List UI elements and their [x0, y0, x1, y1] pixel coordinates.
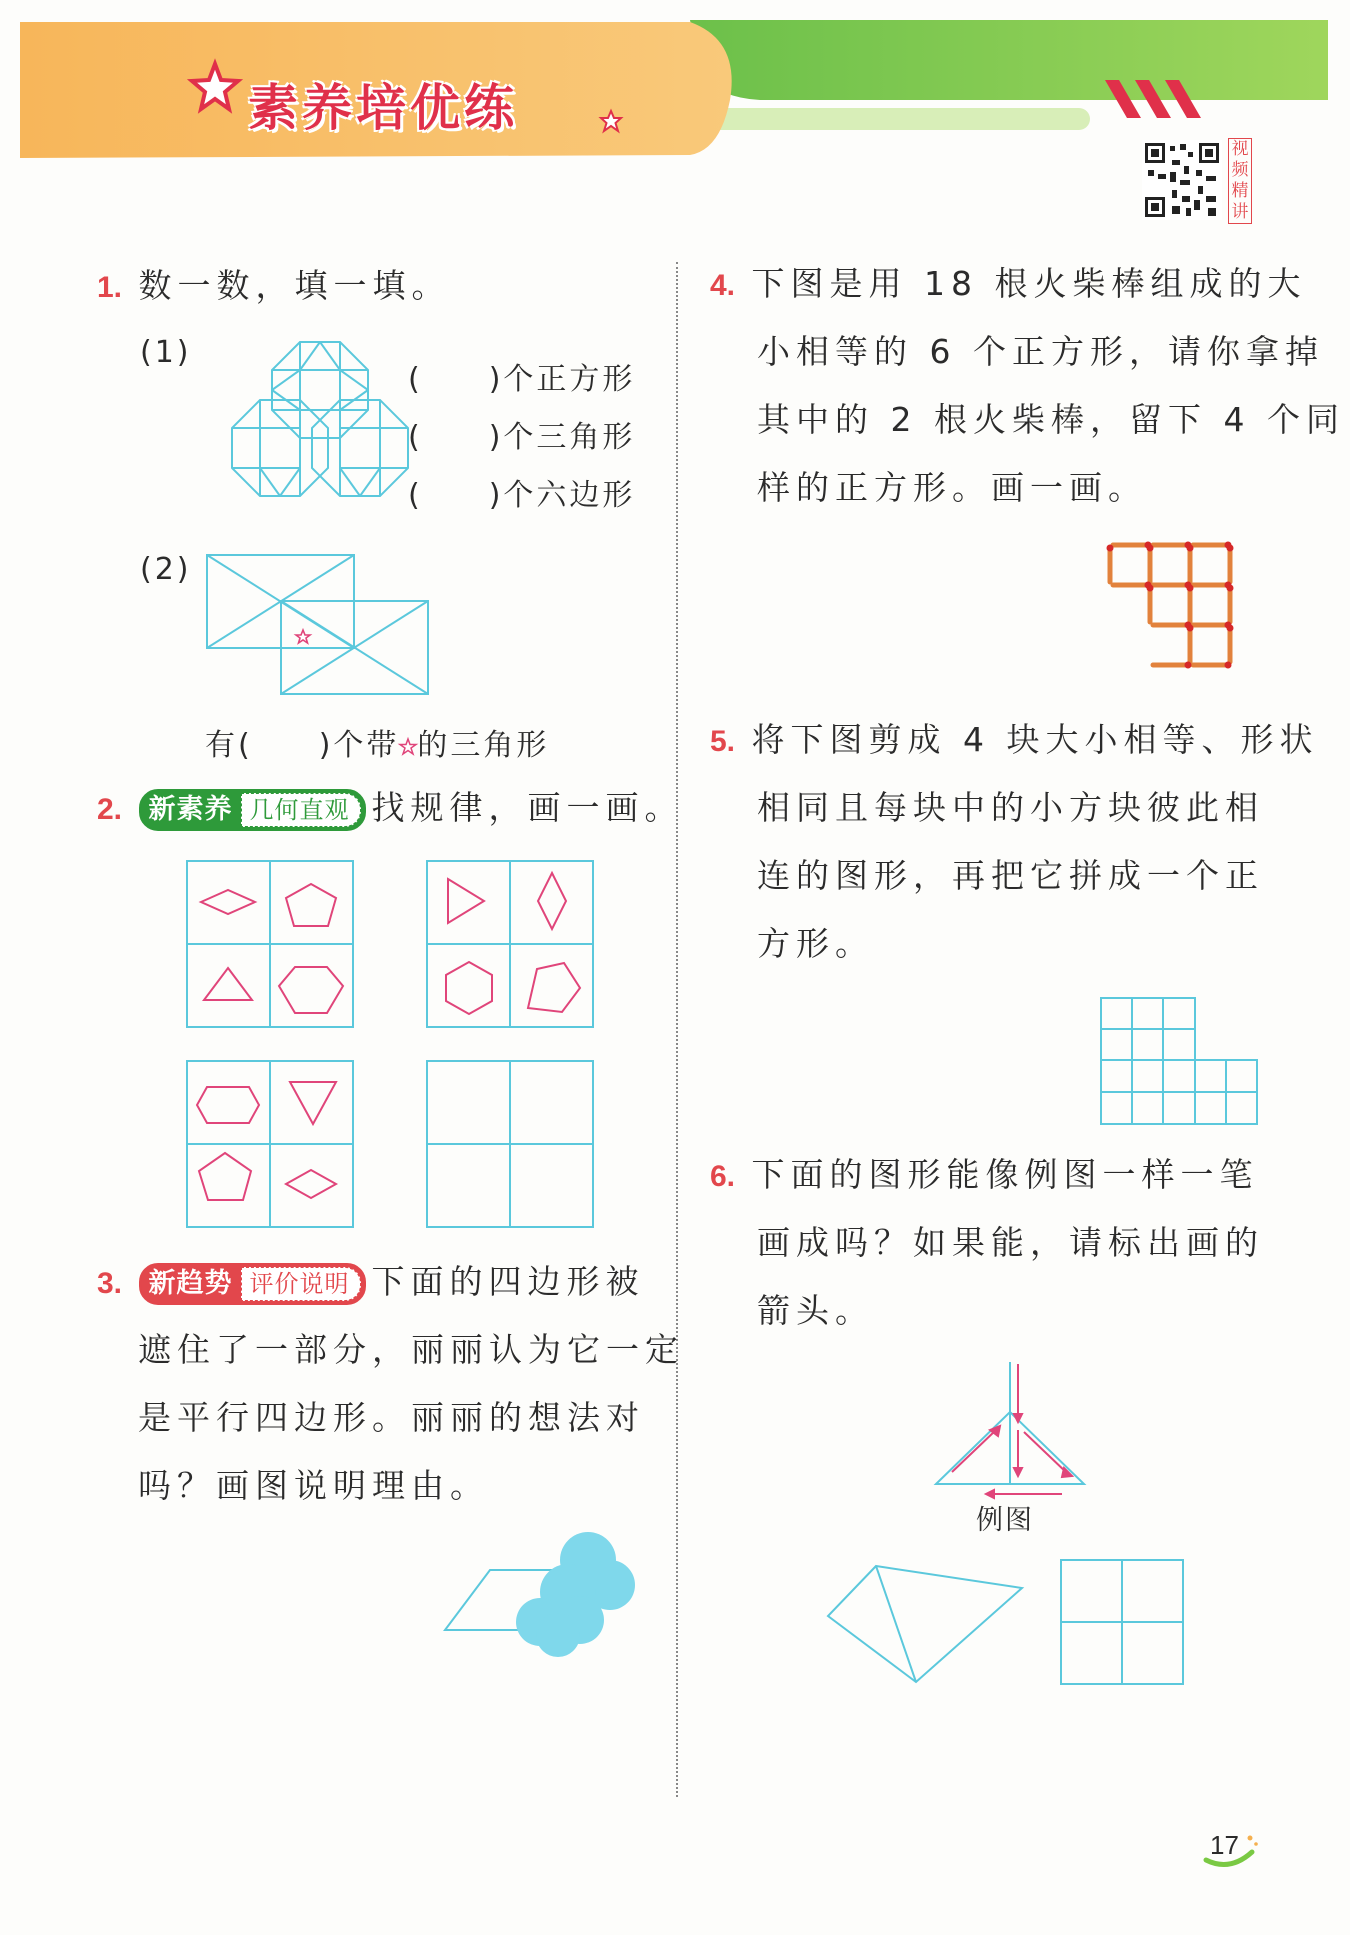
q4-line-4: 样的正方形。画一画。: [757, 468, 1147, 507]
q6-line-1: 下面的图形能像例图一样一笔: [751, 1155, 1259, 1194]
q1-blank-squares[interactable]: ( )个正方形: [408, 362, 636, 397]
q5-line-3: 连的图形，再把它拼成一个正: [757, 856, 1264, 895]
pink-star-icon: [399, 738, 417, 756]
q5-number: 5.: [710, 725, 736, 758]
cloud-cover: [516, 1532, 635, 1657]
q3-number: 3.: [97, 1267, 123, 1300]
q6-line-3: 箭头。: [757, 1291, 874, 1330]
q3-line-2: 遮住了一部分，丽丽认为它一定: [138, 1330, 684, 1369]
q3-heading: [97, 1262, 645, 1305]
q5-line-2: 相同且每块中的小方块彼此相: [757, 788, 1264, 827]
pattern-grids: [186, 860, 596, 1230]
q2-heading: [97, 788, 684, 831]
qr-label: 视频精讲: [1228, 138, 1252, 224]
page-number: [1200, 1830, 1260, 1870]
qr-code[interactable]: [1142, 140, 1222, 220]
cut-grid-figure: [1100, 997, 1260, 1125]
example-label: 例图: [976, 1505, 1034, 1536]
q3-badge-sub: 评价说明: [241, 1267, 361, 1301]
q2-badge-sub: 几何直观: [241, 793, 361, 827]
q1-number: 1.: [97, 271, 123, 304]
q1-part2-text-before[interactable]: 有( )个带: [205, 728, 400, 763]
q5-heading: [710, 720, 1319, 762]
q1-part2-text-after: 的三角形: [417, 728, 550, 763]
hidden-quadrilateral-figure: [440, 1530, 650, 1670]
header-star-icon: [190, 62, 240, 112]
q3-line-1: 下面的四边形被: [371, 1262, 645, 1301]
q5-line-4: 方形。: [757, 924, 874, 963]
q3-line-4: 吗？画图说明理由。: [138, 1466, 489, 1505]
q2-badge: [139, 789, 366, 831]
q3-badge-main: 新趋势: [141, 1265, 241, 1303]
q2-text: 找规律，画一画。: [371, 788, 684, 827]
q4-line-2: 小相等的 6 个正方形，请你拿掉: [757, 332, 1324, 371]
matchstick-figure: [1108, 540, 1258, 690]
q4-number: 4.: [710, 269, 736, 302]
q1-text: 数一数，填一填。: [138, 266, 451, 305]
q2-badge-main: 新素养: [141, 791, 241, 829]
q2-number: 2.: [97, 793, 123, 826]
q4-line-3: 其中的 2 根火柴棒，留下 4 个同: [757, 400, 1345, 439]
q5-line-1: 将下图剪成 4 块大小相等、形状: [751, 720, 1319, 759]
q3-badge: [139, 1263, 366, 1305]
example-figure: [930, 1360, 1090, 1490]
q6-heading: [710, 1155, 1259, 1197]
header-small-star-icon: [600, 110, 622, 132]
q6-line-2: 画成吗？如果能，请标出画的: [757, 1223, 1264, 1262]
q4-line-1: 下图是用 18 根火柴棒组成的大: [751, 264, 1307, 303]
q1-part1-label: (1): [140, 335, 192, 370]
column-divider: [676, 262, 678, 1797]
q1-blank-triangles[interactable]: ( )个三角形: [408, 420, 636, 455]
q6-number: 6.: [710, 1160, 736, 1193]
header-title: 素养培优练: [248, 79, 518, 137]
q6-kite-figure: [826, 1560, 1026, 1690]
q1-blank-hexagons[interactable]: ( )个六边形: [408, 478, 636, 513]
q1-part2-line: [205, 720, 549, 764]
q4-heading: [710, 264, 1307, 306]
rectangles-figure: [206, 554, 432, 696]
q3-line-3: 是平行四边形。丽丽的想法对: [138, 1398, 645, 1437]
q1-heading: [97, 266, 451, 308]
pink-star-marker: [296, 630, 310, 643]
q1-part2-label: (2): [140, 552, 192, 587]
page-number-text: 17: [1210, 1830, 1239, 1860]
q6-square-figure: [1060, 1559, 1186, 1687]
